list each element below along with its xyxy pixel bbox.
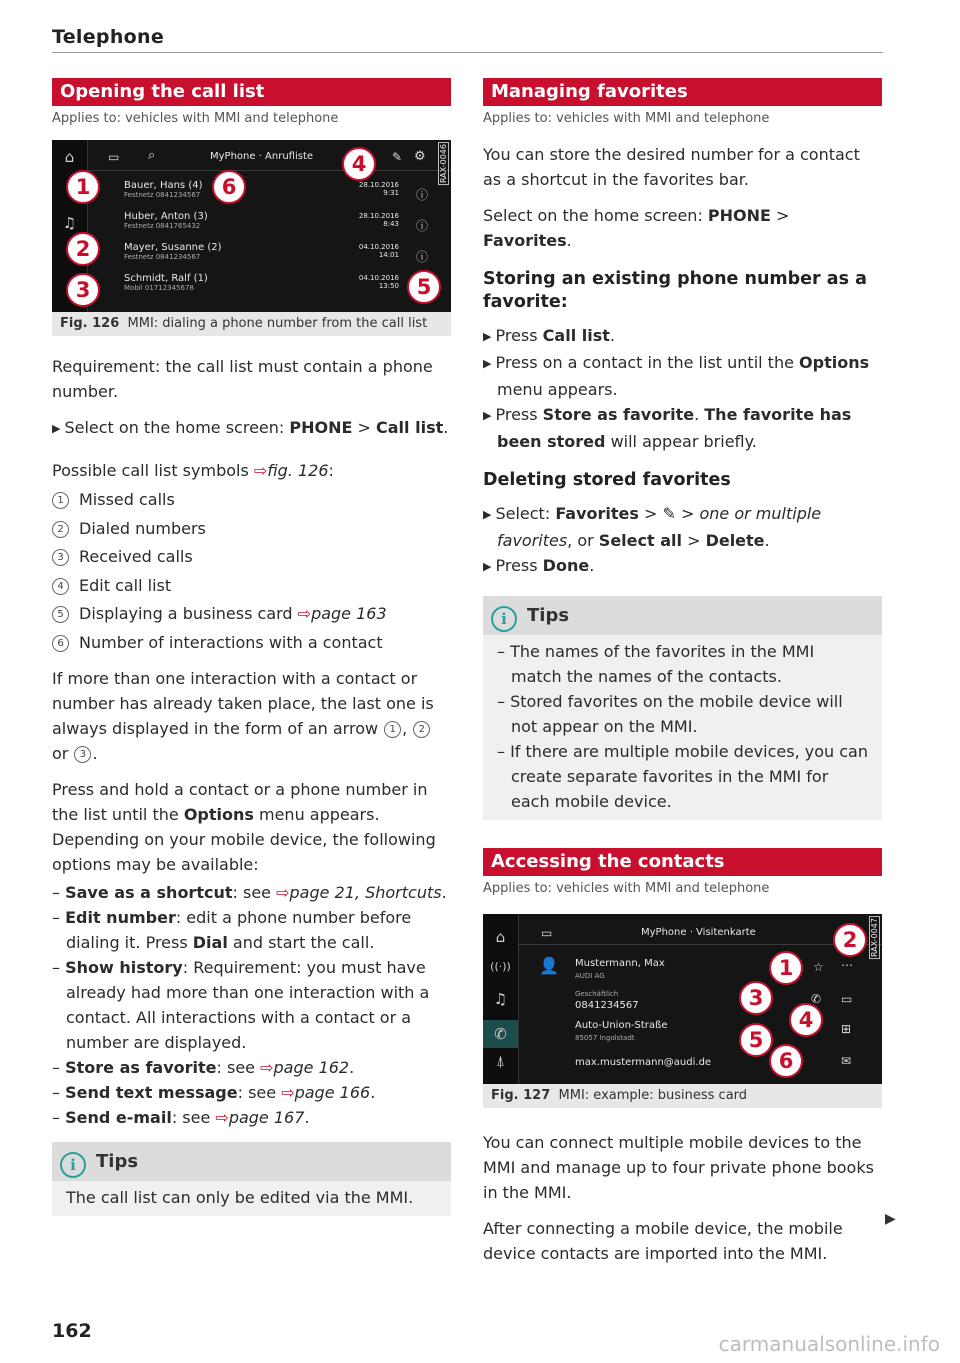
city: 85057 Ingolstadt — [575, 1034, 635, 1042]
call-icon: ✆ — [811, 992, 822, 1006]
callout-5: 5 — [407, 270, 441, 304]
callout-2: 2 — [833, 923, 867, 957]
applies-note: Applies to: vehicles with MMI and telephone — [483, 881, 770, 896]
call-number: Festnetz 0841234567 — [124, 253, 201, 261]
callout-1: 1 — [66, 170, 100, 204]
callout-4: 4 — [342, 147, 376, 181]
symbols-intro: Possible call list symbols ⇨fig. 126: — [52, 461, 334, 480]
star-icon: ☆ — [813, 960, 824, 974]
call-datetime: 04.10.2016 13:50 — [358, 274, 399, 290]
figure-caption: Fig. 126 MMI: dialing a phone number from the call list — [52, 312, 451, 336]
call-datetime: 04.10.2016 14:01 — [358, 243, 399, 259]
tip-text: The call list can only be edited via the MMI. — [66, 1188, 414, 1207]
callout-6: 6 — [212, 170, 246, 204]
heading-deleting: Deleting stored favorites — [483, 470, 731, 490]
edit-icon: ✎ — [392, 150, 403, 164]
page-number: 162 — [52, 1320, 92, 1342]
image-code: RAX-0046 — [439, 144, 448, 184]
phone-menu-icon: ▭ — [108, 150, 120, 164]
tip-item: – The names of the favorites in the MMI match the names of the contacts. — [497, 642, 815, 686]
figure-caption: Fig. 127 MMI: example: business card — [483, 1084, 882, 1108]
search-icon: ⌕ — [148, 148, 156, 163]
callout-2: 2 — [66, 232, 100, 266]
call-number: Mobil 01712345678 — [124, 284, 194, 292]
home-icon: ⌂ — [64, 148, 75, 166]
tip-item: – Stored favorites on the mobile device will not appear on the MMI. — [497, 692, 843, 736]
message-icon: ▭ — [841, 992, 853, 1006]
call-name: Mayer, Susanne (2) — [124, 242, 222, 253]
street: Auto-Union-Straße — [575, 1020, 668, 1031]
navigate-icon: ⊞ — [841, 1022, 852, 1036]
info-icon: ⓘ — [416, 250, 429, 264]
section-bar-favorites: Managing favorites — [483, 78, 882, 106]
mail-icon: ✉ — [841, 1054, 852, 1068]
mmi-call-list-screen — [52, 140, 451, 312]
callout-3: 3 — [66, 273, 100, 307]
tip-item: – If there are multiple mobile devices, you can create separate favorites in the MMI for each mobile device. — [497, 742, 868, 811]
call-row — [124, 180, 203, 199]
contact-company: AUDI AG — [575, 972, 605, 980]
info-icon: ⓘ — [416, 219, 429, 233]
call-row — [124, 273, 208, 292]
info-icon: i — [60, 1152, 86, 1178]
deleting-steps: ▶ Select: Favorites > ✎ > one or multiple favorites, or Select all > Delete. ▶ Press Done. — [483, 504, 822, 575]
favorites-intro: You can store the desired number for a contact as a shortcut in the favorites bar. — [483, 145, 860, 189]
right-column — [483, 78, 882, 1266]
continue-arrow-icon: ▶ — [885, 1211, 896, 1227]
step: ▶ Select on the home screen: PHONE > Call list. — [52, 418, 449, 437]
tips-box: i Tips – The names of the favorites in the MMI match the names of the contacts. – Stored favorites on the mobile device will not appear on the MMI. – If there are multiple mobile devices, you can create separate favorites in the MMI for each mobile device. — [483, 596, 882, 820]
call-datetime: 28.10.2016 8:43 — [358, 212, 399, 228]
phone-icon: ✆ — [483, 1020, 518, 1048]
call-datetime: 28.10.2016 9:31 — [358, 181, 399, 197]
callout-3: 3 — [739, 981, 773, 1015]
call-row — [124, 211, 208, 230]
call-row — [124, 242, 222, 261]
mmi-business-card-screen — [483, 914, 882, 1084]
call-number: Festnetz 0841234567 — [124, 191, 201, 199]
call-name: Huber, Anton (3) — [124, 211, 208, 222]
watermark: carmanualsonline.info — [718, 1332, 940, 1356]
section-bar-contacts: Accessing the contacts — [483, 848, 882, 876]
phone-label: Geschäftlich — [575, 990, 619, 998]
requirement-text: Requirement: the call list must contain a phone number. — [52, 357, 433, 401]
left-column — [52, 78, 451, 1216]
edit-icon: ✎ — [662, 504, 676, 523]
contact-avatar: 👤 — [539, 956, 559, 975]
contacts-paragraph: You can connect multiple mobile devices to the MMI and manage up to four private phone books in the MMI. — [483, 1133, 874, 1202]
call-name: Schmidt, Ralf (1) — [124, 273, 208, 284]
navigation-icon: ⍋ — [495, 1052, 505, 1070]
heading-storing: Storing an existing phone number as a favorite: — [483, 269, 867, 312]
call-number: Festnetz 0841765432 — [124, 222, 201, 230]
music-icon: ♫ — [62, 214, 77, 232]
options-list: – Save as a shortcut: see ⇨page 21, Shortcuts. – Edit number: edit a phone number before dialing it. Press Dial and start the call. – Show history: Requirement: you must have already had more than one interaction with a contact. All interactions with a contact or a number are displayed. – Store as favorite: see ⇨page 162. – Send text message: see ⇨page 166. – Send e-mail: see ⇨page 167. — [52, 883, 447, 1127]
screen-title: MyPhone · Anrufliste — [210, 151, 314, 162]
callout-5: 5 — [739, 1023, 773, 1057]
options-paragraph: Press and hold a contact or a phone number in the list until the Options menu appears. Depending on your mobile device, the following options may be available: — [52, 780, 436, 874]
header-rule — [52, 52, 883, 53]
callout-6: 6 — [769, 1044, 803, 1078]
info-icon: i — [491, 606, 517, 632]
phone-number: 0841234567 — [575, 1000, 639, 1011]
applies-note: Applies to: vehicles with MMI and telephone — [52, 111, 339, 126]
image-code: RAX-0047 — [870, 918, 879, 958]
contacts-paragraph: After connecting a mobile device, the mobile device contacts are imported into the MMI. — [483, 1219, 843, 1263]
info-icon: ⓘ — [416, 188, 429, 202]
home-icon: ⌂ — [495, 928, 506, 946]
screen-title: MyPhone · Visitenkarte — [641, 927, 756, 938]
storing-steps: ▶ Press Call list. ▶ Press on a contact in the list until the Options menu appears. ▶ Press Store as favorite. The favorite has been stored will appear briefly. — [483, 326, 870, 451]
music-icon: ♫ — [493, 990, 508, 1008]
email: max.mustermann@audi.de — [575, 1057, 712, 1068]
callout-1: 1 — [769, 951, 803, 985]
arrow-paragraph: If more than one interaction with a contact or number has already taken place, the last one is always displayed in the form of an arrow 1 , 2 or 3 . — [52, 669, 434, 763]
phone-menu-icon: ▭ — [541, 926, 553, 940]
more-icon: ⋯ — [841, 958, 853, 972]
tips-box: i Tips The call list can only be edited via the MMI. — [52, 1142, 451, 1216]
symbol-list: 1 Missed calls 2 Dialed numbers 3 Received calls 4 Edit call list 5 Displaying a business card ⇨page 163 6 Number of interactions with a contact — [52, 486, 451, 657]
section-bar-call-list: Opening the call list — [52, 78, 451, 106]
applies-note: Applies to: vehicles with MMI and telephone — [483, 111, 770, 126]
page-header: Telephone — [52, 26, 165, 48]
call-name: Bauer, Hans (4) — [124, 180, 203, 191]
callout-4: 4 — [789, 1003, 823, 1037]
contact-name: Mustermann, Max — [575, 958, 665, 969]
favorites-select: Select on the home screen: PHONE > Favorites. — [483, 206, 790, 250]
settings-icon: ⚙ — [414, 149, 426, 164]
radio-icon: ((·)) — [490, 960, 511, 973]
